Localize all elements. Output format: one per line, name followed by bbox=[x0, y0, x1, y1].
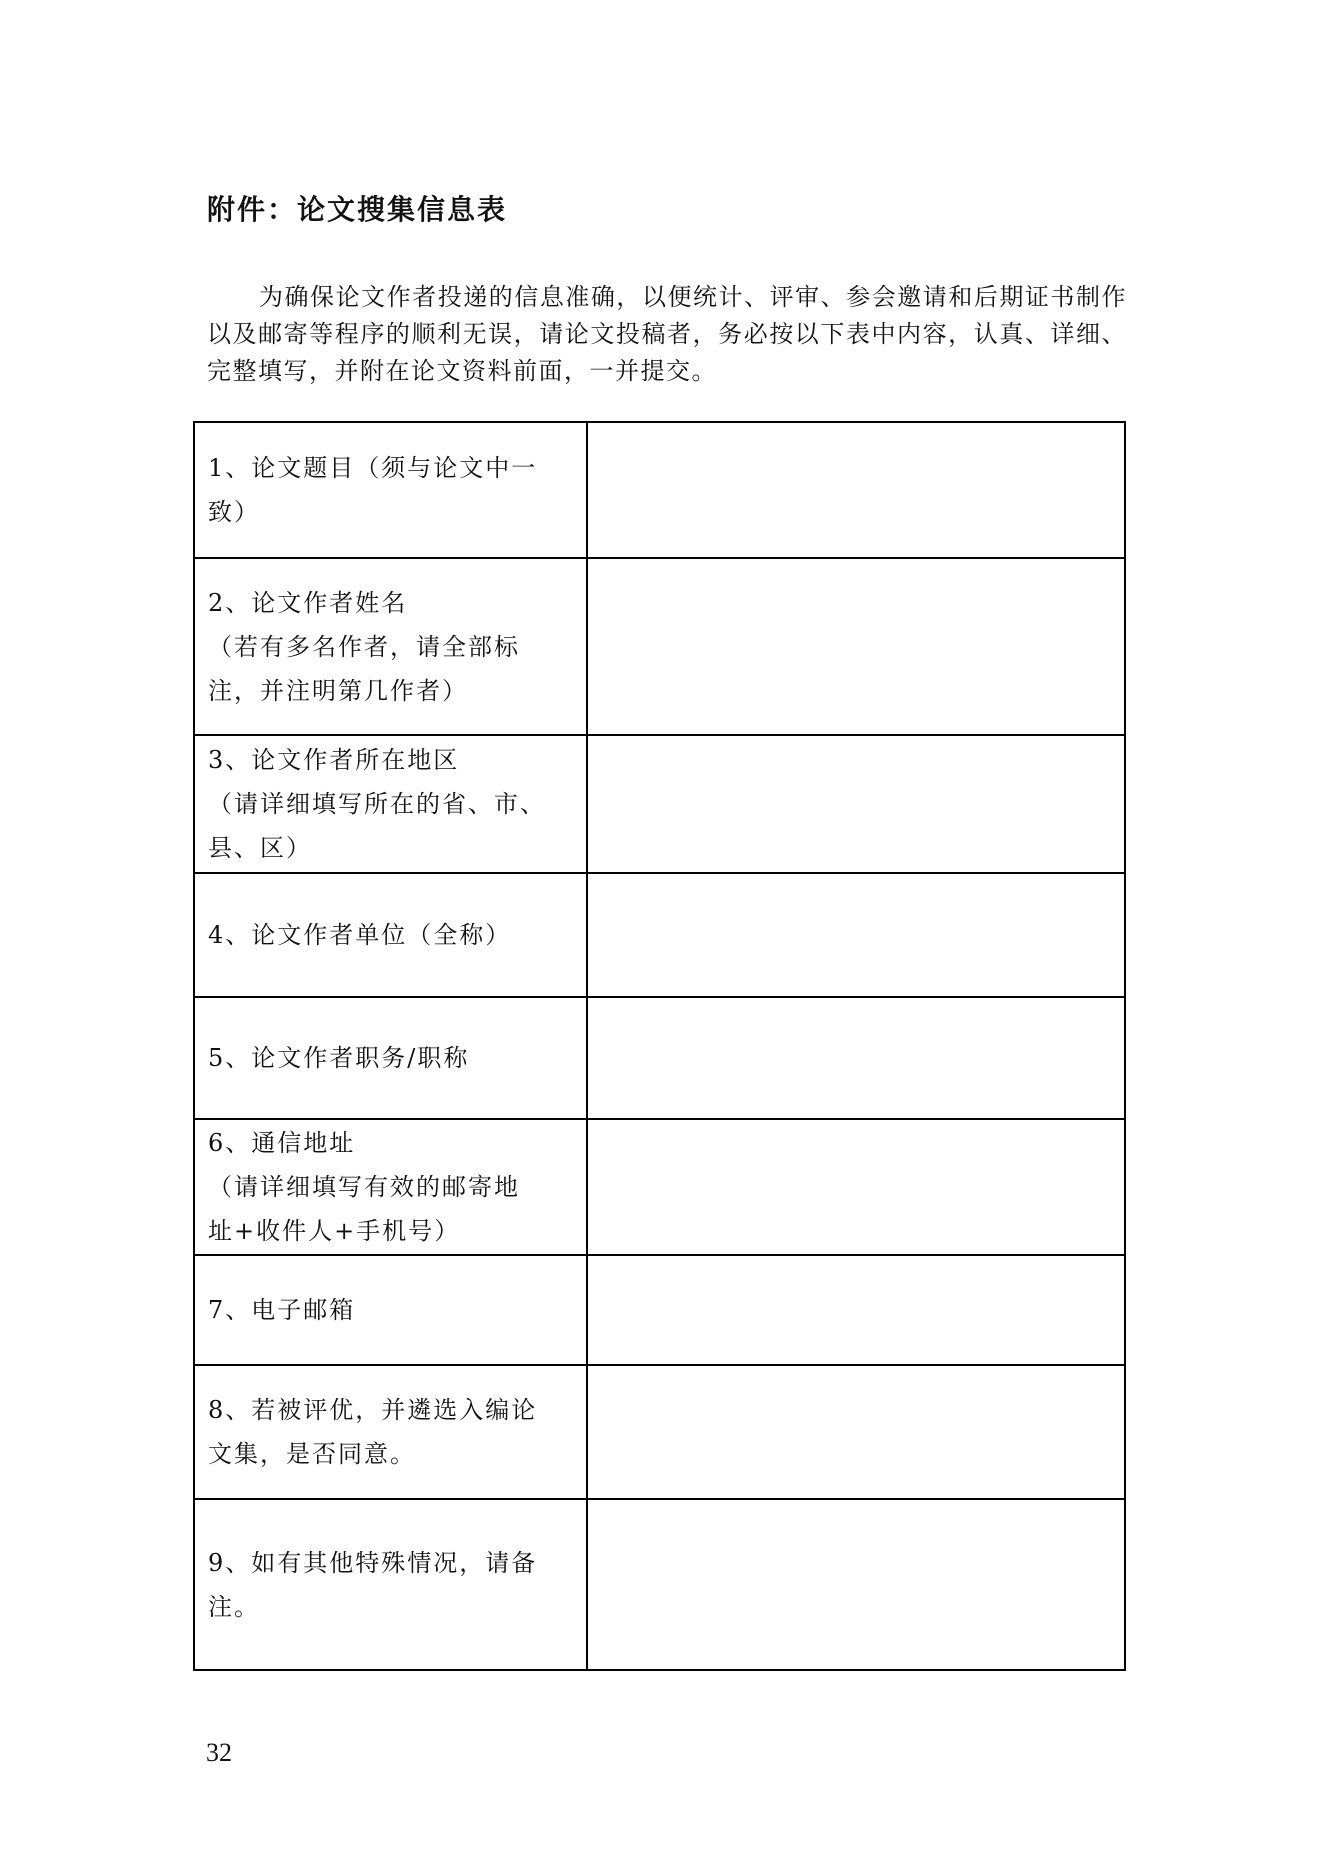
label-line: 致） bbox=[208, 498, 260, 526]
table-row-remarks bbox=[194, 1499, 1125, 1670]
table-row-author-region bbox=[194, 735, 1125, 873]
table-row-author-unit bbox=[194, 873, 1125, 997]
field-label-paper-title bbox=[194, 422, 587, 558]
field-label-mailing-address bbox=[194, 1119, 587, 1255]
table-row-author-position bbox=[194, 997, 1125, 1119]
field-label-author-region bbox=[194, 735, 587, 873]
label-line: 县、区） bbox=[208, 834, 312, 862]
field-value-mailing-address[interactable] bbox=[587, 1119, 1125, 1255]
field-value-author-unit[interactable] bbox=[587, 873, 1125, 997]
field-label-remarks bbox=[194, 1499, 587, 1670]
label-line: 址+收件人+手机号） bbox=[208, 1217, 461, 1245]
label-line: 注。 bbox=[208, 1592, 260, 1621]
label-line: 6、通信地址 bbox=[208, 1129, 356, 1157]
table-row-mailing-address bbox=[194, 1119, 1125, 1255]
label-line: （请详细填写所在的省、市、 bbox=[208, 790, 546, 818]
page-title: 附件：论文搜集信息表 bbox=[207, 193, 508, 226]
table-row-author-name bbox=[194, 558, 1125, 735]
label-line: （请详细填写有效的邮寄地 bbox=[208, 1173, 520, 1201]
label-line: 5、论文作者职务/职称 bbox=[208, 1044, 470, 1072]
label-line: 8、若被评优，并遴选入编论 bbox=[208, 1396, 538, 1424]
field-value-email[interactable] bbox=[587, 1255, 1125, 1365]
page-number: 32 bbox=[206, 1738, 232, 1767]
field-label-email bbox=[194, 1255, 587, 1365]
intro-paragraph: 为确保论文作者投递的信息准确，以便统计、评审、参会邀请和后期证书制作以及邮寄等程序的顺利无误，请论文投稿者，务必按以下表中内容，认真、详细、完整填写，并附在论文资料前面，一并提交。 bbox=[207, 283, 1127, 385]
table-row-title bbox=[194, 422, 1125, 558]
label-line: 2、论文作者姓名 bbox=[208, 588, 408, 617]
field-label-author-position bbox=[194, 997, 587, 1119]
label-line: 1、论文题目（须与论文中一 bbox=[208, 454, 538, 482]
field-label-consent bbox=[194, 1365, 587, 1499]
field-value-author-position[interactable] bbox=[587, 997, 1125, 1119]
field-label-author-unit bbox=[194, 873, 587, 997]
table-row-consent bbox=[194, 1365, 1125, 1499]
table-row-email bbox=[194, 1255, 1125, 1365]
label-line: 注，并注明第几作者） bbox=[208, 676, 468, 705]
label-line: 3、论文作者所在地区 bbox=[208, 746, 460, 774]
field-value-consent[interactable] bbox=[587, 1365, 1125, 1499]
label-line: 9、如有其他特殊情况，请备 bbox=[208, 1548, 538, 1577]
field-value-paper-title[interactable] bbox=[587, 422, 1125, 558]
field-value-remarks[interactable] bbox=[587, 1499, 1125, 1670]
info-collection-table bbox=[193, 421, 1126, 1671]
field-value-author-name[interactable] bbox=[587, 558, 1125, 735]
label-line: 7、电子邮箱 bbox=[208, 1296, 356, 1324]
field-value-author-region[interactable] bbox=[587, 735, 1125, 873]
label-line: 4、论文作者单位（全称） bbox=[208, 921, 512, 949]
field-label-author-name bbox=[194, 558, 587, 735]
label-line: （若有多名作者，请全部标 bbox=[208, 632, 520, 661]
label-line: 文集，是否同意。 bbox=[208, 1440, 416, 1468]
